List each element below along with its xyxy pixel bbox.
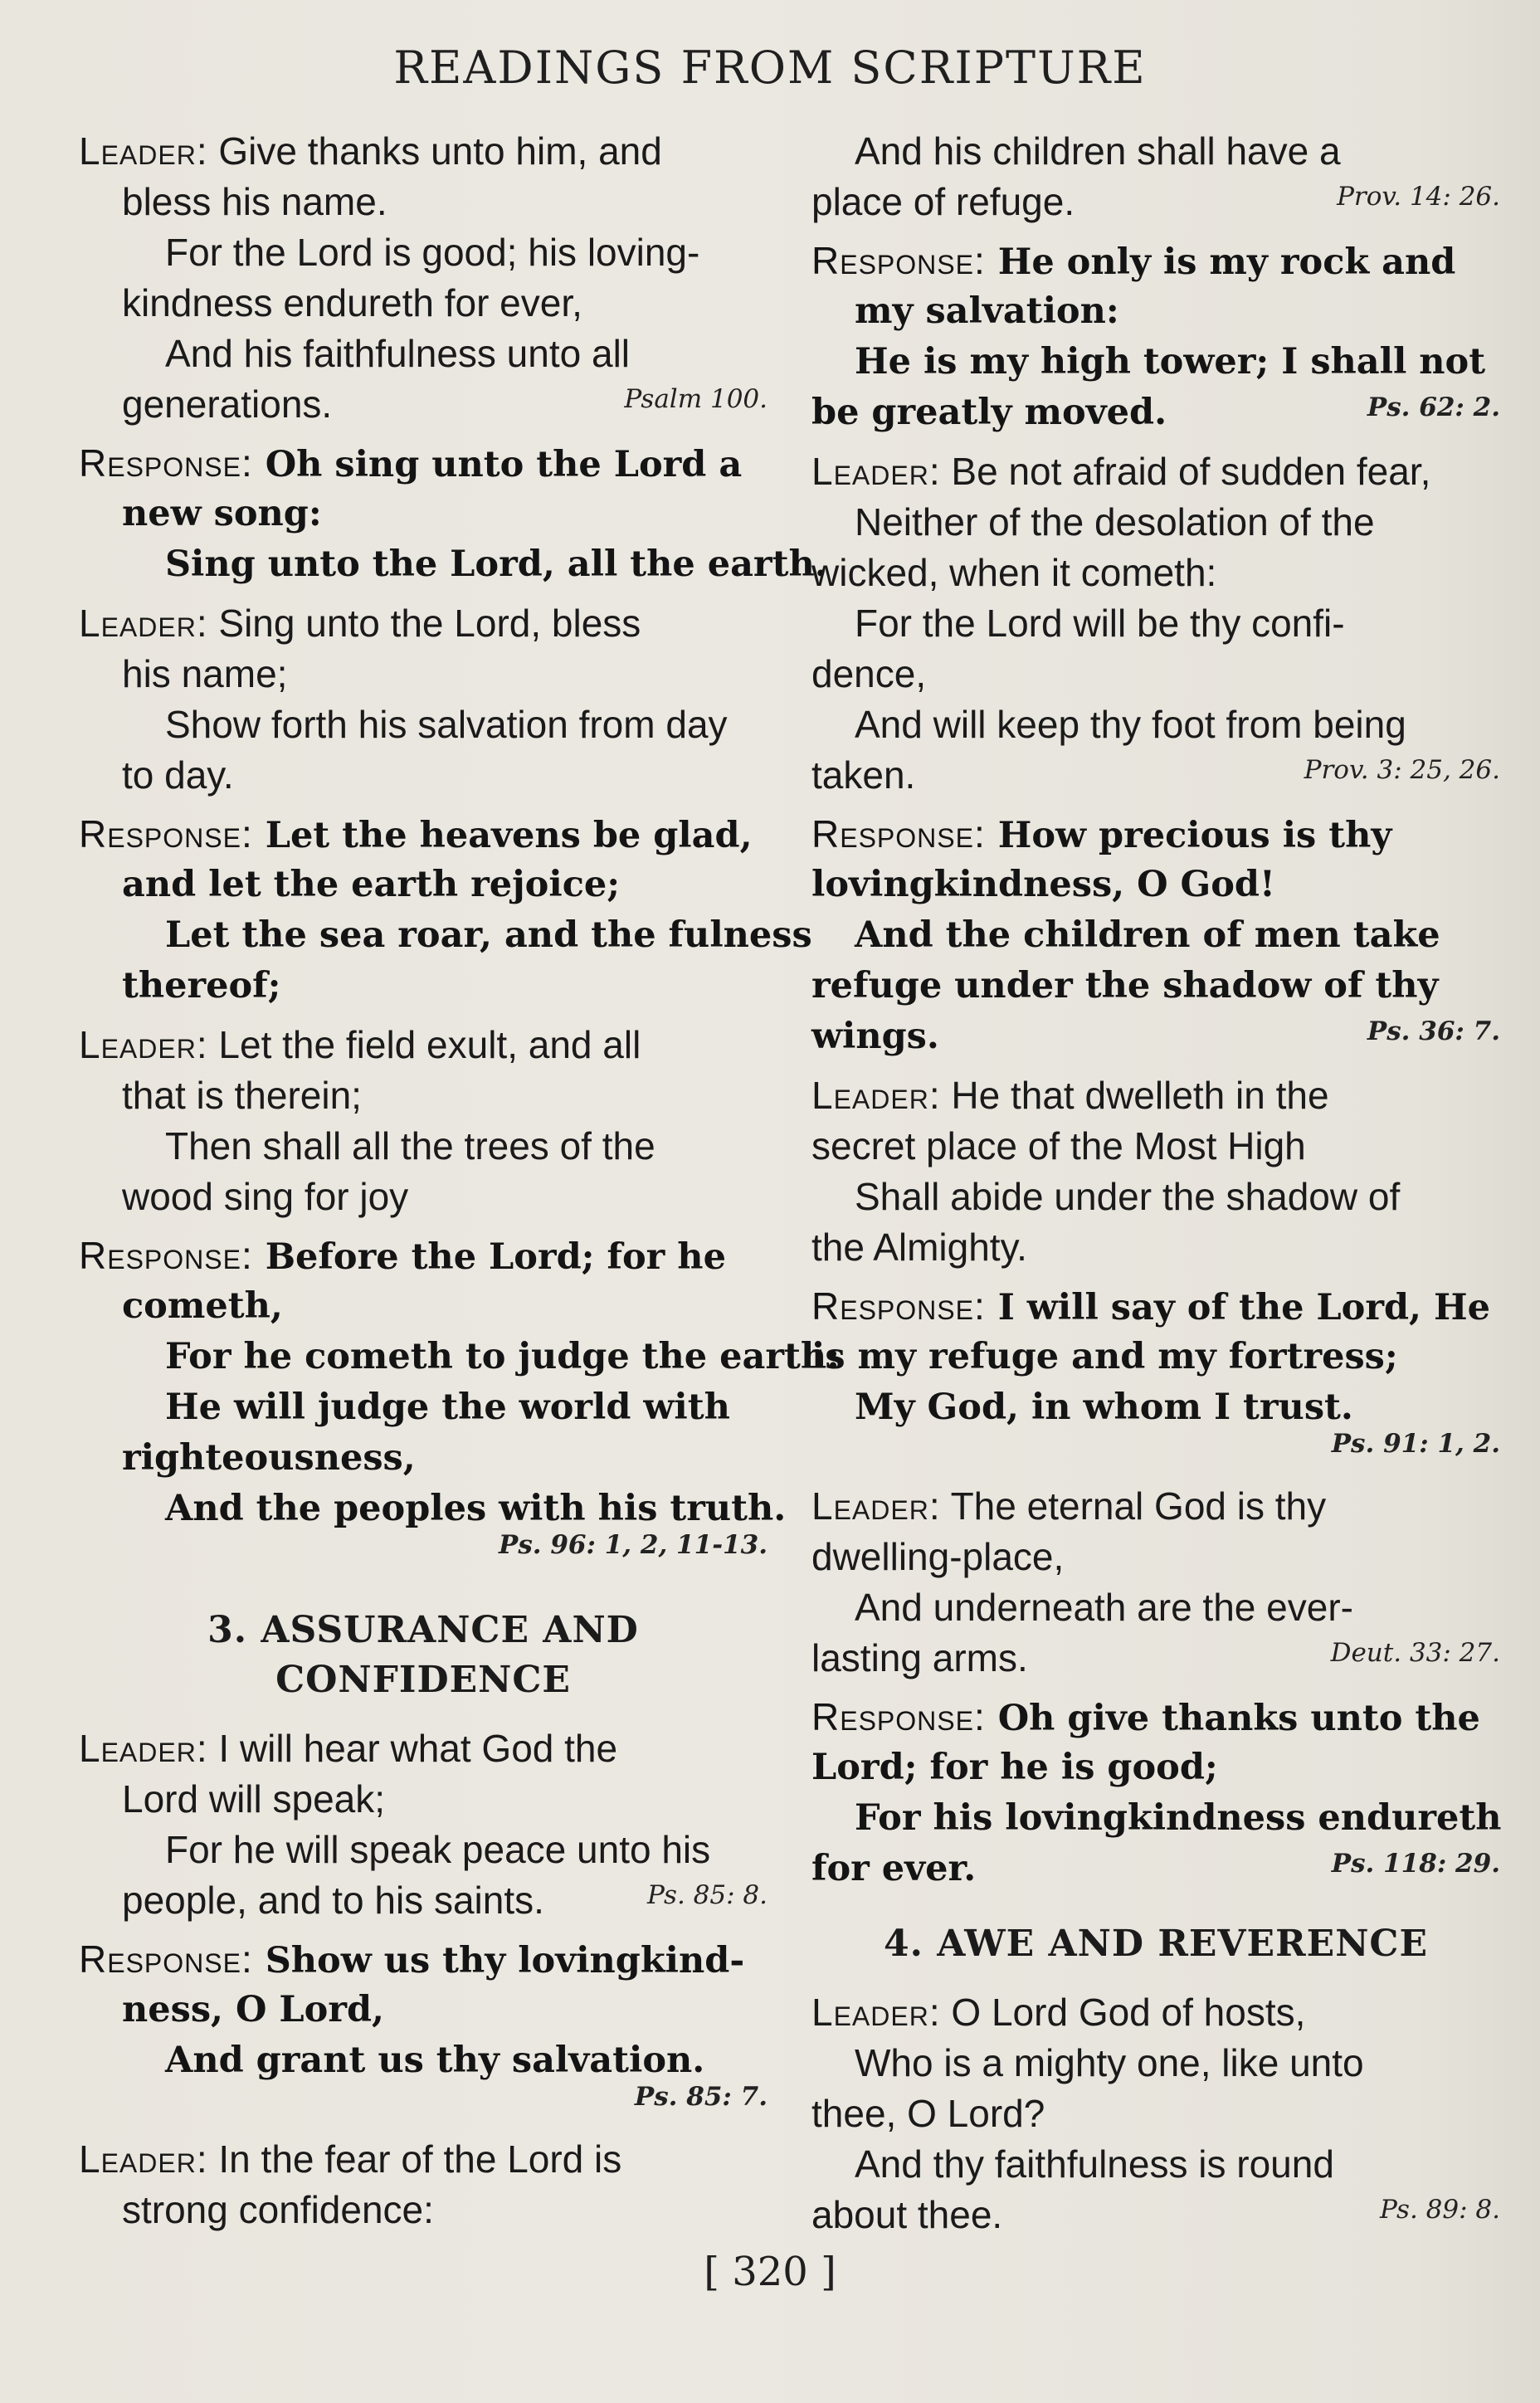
reading-line: Lord will speak;	[122, 1777, 386, 1821]
reading-line: For the Lord will be thy confi-	[855, 602, 1345, 645]
leader-label: Leader:	[79, 602, 208, 645]
reading-line: thereof;	[122, 965, 281, 1007]
reading-line: For his lovingkindness endureth	[855, 1797, 1502, 1839]
reading-line: people, and to his saints.	[122, 1879, 544, 1922]
leader-label: Leader:	[811, 1991, 941, 2034]
scripture-reference: Ps. 89: 8.	[1380, 2195, 1500, 2225]
reading-line: The eternal God is thy	[950, 1484, 1327, 1528]
reading-line: wood sing for joy	[122, 1175, 409, 1218]
reading-line: Before the Lord; for he	[265, 1236, 726, 1278]
section-heading-awe	[811, 1919, 1500, 1969]
reading-line: ness, O Lord,	[122, 1989, 385, 2030]
left-column	[79, 126, 841, 2244]
scripture-reference: Prov. 3: 25, 26.	[1304, 755, 1500, 785]
reading-line: and let the earth rejoice;	[122, 864, 621, 905]
reading-line: For he will speak peace unto his	[165, 1828, 711, 1871]
reading-line: Who is a mighty one, like unto	[855, 2041, 1364, 2084]
reading-line: Let the field exult, and all	[218, 1023, 641, 1066]
reading-line: Oh give thanks unto the	[997, 1698, 1480, 1739]
reading-line: new song:	[122, 493, 322, 534]
reading-line: secret place of the Most High	[811, 1124, 1306, 1167]
reading-line: I will say of the Lord, He	[997, 1287, 1490, 1328]
reading-line: bless his name.	[122, 180, 387, 223]
reading-line: And will keep thy foot from being	[855, 703, 1406, 746]
reading-line: his name;	[122, 652, 288, 695]
leader-label: Leader:	[79, 2137, 208, 2181]
response-reading	[79, 438, 827, 590]
reading-line: cometh,	[122, 1285, 283, 1327]
scripture-reference: Deut. 33: 27.	[1330, 1638, 1500, 1668]
reading-line: And the children of men take	[855, 914, 1440, 956]
response-reading	[79, 1934, 768, 2126]
reading-line: And thy faithfulness is round	[855, 2142, 1334, 2186]
section-heading-line: 3. ASSURANCE AND	[207, 1609, 639, 1651]
section-heading-assurance	[79, 1606, 768, 1705]
leader-reading	[811, 446, 1500, 801]
response-label: Response:	[811, 812, 986, 855]
reading-line: He that dwelleth in the	[951, 1074, 1329, 1117]
reading-line: My God, in whom I trust.	[855, 1387, 1353, 1428]
reading-line: He will judge the world with	[165, 1387, 730, 1428]
leader-label: Leader:	[79, 1023, 208, 1066]
leader-reading	[811, 1070, 1500, 1273]
right-column	[811, 126, 1500, 2249]
reading-line: Lord; for he is good;	[811, 1747, 1218, 1788]
leader-label: Leader:	[811, 1484, 941, 1528]
reading-line: lasting arms.	[811, 1636, 1028, 1679]
reading-line: And his faithfulness unto all	[165, 332, 631, 375]
response-label: Response:	[811, 1284, 986, 1328]
reading-line: wicked, when it cometh:	[811, 551, 1217, 594]
reading-line: For the Lord is good; his loving-	[165, 231, 700, 274]
reading-line: In the fear of the Lord is	[218, 2137, 622, 2181]
leader-reading	[811, 1987, 1500, 2240]
reading-line: for ever.	[811, 1848, 977, 1889]
scripture-reference: Psalm 100.	[624, 384, 768, 414]
reading-line: And his children shall have a	[855, 129, 1341, 173]
reading-line: O Lord God of hosts,	[951, 1991, 1306, 2034]
reading-line: Neither of the desolation of the	[855, 500, 1375, 543]
reading-line: that is therein;	[122, 1074, 362, 1117]
reading-line: lovingkindness, O God!	[811, 864, 1275, 905]
response-label: Response:	[79, 441, 253, 485]
reading-line: is my refuge and my fortress;	[811, 1336, 1398, 1377]
leader-reading	[79, 2134, 768, 2235]
response-reading	[79, 809, 812, 1011]
reading-line: the Almighty.	[811, 1226, 1027, 1269]
reading-line: Show forth his salvation from day	[165, 703, 728, 746]
response-label: Response:	[79, 812, 253, 855]
section-heading-line: 4. AWE AND REVERENCE	[884, 1923, 1428, 1965]
page-number: [ 320 ]	[704, 2249, 836, 2295]
reading-line: kindness endureth for ever,	[122, 281, 582, 324]
reading-line: And underneath are the ever-	[855, 1586, 1353, 1629]
reading-line: generations.	[122, 383, 333, 426]
reading-line: Then shall all the trees of the	[165, 1124, 655, 1167]
reading-line: I will hear what God the	[218, 1727, 618, 1770]
reading-line: wings.	[811, 1016, 939, 1057]
scripture-reference: Prov. 14: 26.	[1337, 182, 1500, 212]
scripture-reference: Ps. 62: 2.	[1367, 392, 1500, 422]
response-reading	[811, 1281, 1500, 1473]
leader-reading	[811, 126, 1500, 227]
reading-line: Show us thy lovingkind-	[265, 1940, 745, 1981]
reading-line: Oh sing unto the Lord a	[265, 444, 743, 485]
reading-line: dence,	[811, 652, 927, 695]
reading-line: How precious is thy	[997, 815, 1392, 856]
reading-line: place of refuge.	[811, 180, 1075, 223]
leader-reading	[79, 1020, 768, 1222]
reading-line: For he cometh to judge the earth:	[165, 1336, 841, 1377]
leader-label: Leader:	[79, 1727, 208, 1770]
leader-reading	[79, 598, 768, 801]
scripture-reference: Ps. 85: 7.	[634, 2082, 768, 2112]
scripture-reference: Ps. 118: 29.	[1331, 1849, 1500, 1879]
response-reading	[811, 236, 1500, 438]
reading-line: Be not afraid of sudden fear,	[951, 450, 1431, 493]
response-reading	[811, 1692, 1500, 1894]
leader-reading	[811, 1481, 1500, 1684]
reading-line: Sing unto the Lord, bless	[218, 602, 641, 645]
reading-line: my salvation:	[855, 290, 1119, 332]
leader-reading	[79, 1723, 768, 1926]
scripture-reference: Ps. 36: 7.	[1367, 1016, 1500, 1046]
reading-line: about thee.	[811, 2193, 1003, 2236]
scripture-reference: Ps. 85: 8.	[647, 1880, 768, 1910]
response-reading	[79, 1231, 841, 1574]
scripture-reference: Ps. 91: 1, 2.	[1331, 1429, 1500, 1459]
reading-line: dwelling-place,	[811, 1535, 1065, 1578]
reading-line: Let the sea roar, and the fulness	[165, 914, 812, 956]
leader-label: Leader:	[79, 129, 208, 173]
scripture-reference: Ps. 96: 1, 2, 11-13.	[499, 1530, 768, 1560]
reading-line: He is my high tower; I shall not	[855, 341, 1486, 383]
leader-label: Leader:	[811, 1074, 941, 1117]
reading-line: taken.	[811, 753, 916, 797]
reading-line: Sing unto the Lord, all the earth.	[165, 543, 827, 585]
reading-line: He only is my rock and	[997, 241, 1456, 283]
response-label: Response:	[79, 1938, 253, 1981]
leader-label: Leader:	[811, 450, 941, 493]
response-label: Response:	[79, 1234, 253, 1277]
reading-line: be greatly moved.	[811, 392, 1167, 433]
leader-reading	[79, 126, 768, 430]
reading-line: And grant us thy salvation.	[165, 2040, 705, 2081]
reading-line: refuge under the shadow of thy	[811, 965, 1439, 1007]
reading-line: righteousness,	[122, 1437, 416, 1479]
reading-line: strong confidence:	[122, 2188, 434, 2231]
reading-line: And the peoples with his truth.	[165, 1488, 787, 1529]
reading-line: to day.	[122, 753, 234, 797]
reading-line: Shall abide under the shadow of	[855, 1175, 1401, 1218]
response-label: Response:	[811, 1695, 986, 1738]
reading-line: Give thanks unto him, and	[218, 129, 662, 173]
response-reading	[811, 809, 1500, 1062]
response-label: Response:	[811, 239, 986, 282]
page-title: READINGS FROM SCRIPTURE	[393, 41, 1147, 94]
section-heading-line: CONFIDENCE	[275, 1659, 571, 1701]
reading-line: thee, O Lord?	[811, 2092, 1045, 2135]
reading-line: Let the heavens be glad,	[265, 815, 753, 856]
